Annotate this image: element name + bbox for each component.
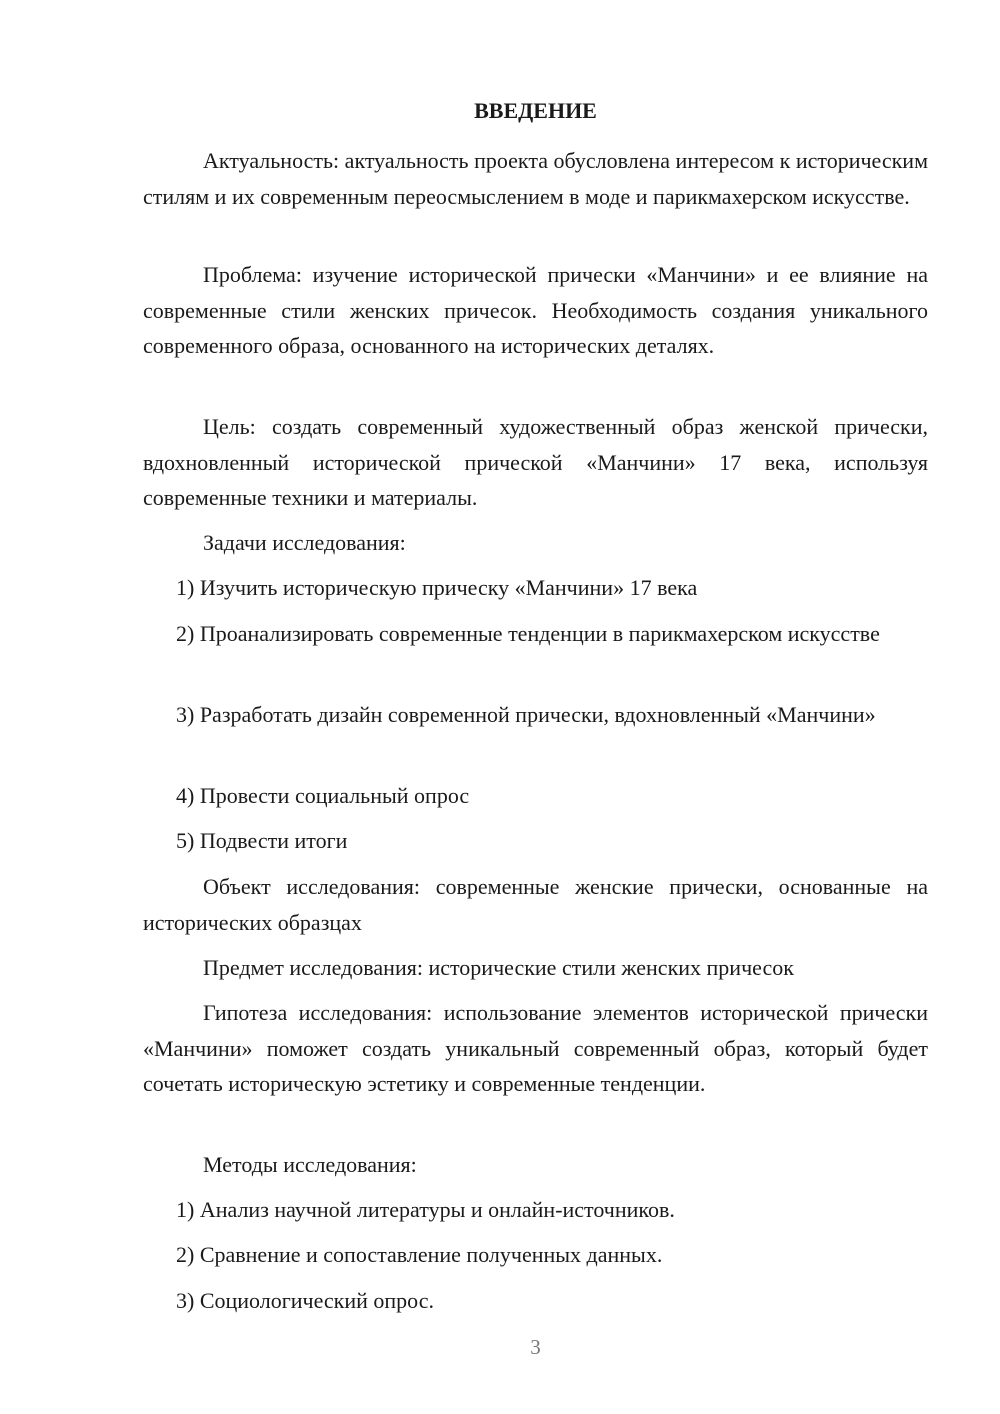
paragraph-problem: Проблема: изучение исторической прически «Манчини» и ее влияние на современные стили женских причесок. Необходимость создания уникального современного образа, основанного на исторических деталях.	[143, 262, 928, 358]
paragraph-subject: Предмет исследования: исторические стили женских причесок	[203, 955, 794, 980]
methods-heading: Методы исследования:	[203, 1152, 417, 1177]
paragraph-hypothesis: Гипотеза исследования: использование элементов исторической прически «Манчини» поможет создать уникальный современный образ, который будет сочетать историческую эстетику и современные тенденции.	[143, 1000, 928, 1096]
list-item-task-3: 3) Разработать дизайн современной прически, вдохновленный «Манчини»	[176, 702, 876, 727]
list-item-task-2: 2) Проанализировать современные тенденции в парикмахерском искусстве	[176, 621, 880, 646]
paragraph-object: Объект исследования: современные женские прически, основанные на исторических образцах	[143, 874, 928, 935]
list-item-method-2: 2) Сравнение и сопоставление полученных данных.	[176, 1242, 663, 1267]
tasks-heading: Задачи исследования:	[203, 530, 406, 555]
list-item-task-4: 4) Провести социальный опрос	[176, 783, 470, 808]
section-title: ВВЕДЕНИЕ	[474, 98, 597, 123]
document-page	[143, 0, 928, 1414]
page-number: 3	[530, 1335, 541, 1359]
paragraph-goal: Цель: создать современный художественный образ женской прически, вдохновленный исторической прической «Манчини» 17 века, используя современные техники и материалы.	[143, 414, 928, 510]
list-item-method-3: 3) Социологический опрос.	[176, 1288, 434, 1313]
list-item-method-1: 1) Анализ научной литературы и онлайн-источников.	[176, 1197, 675, 1222]
paragraph-relevance: Актуальность: актуальность проекта обусловлена интересом к историческим стилям и их современным переосмыслением в моде и парикмахерском искусстве.	[143, 148, 928, 209]
list-item-task-1: 1) Изучить историческую прическу «Манчини» 17 века	[176, 575, 698, 600]
list-item-task-5: 5) Подвести итоги	[176, 828, 348, 853]
